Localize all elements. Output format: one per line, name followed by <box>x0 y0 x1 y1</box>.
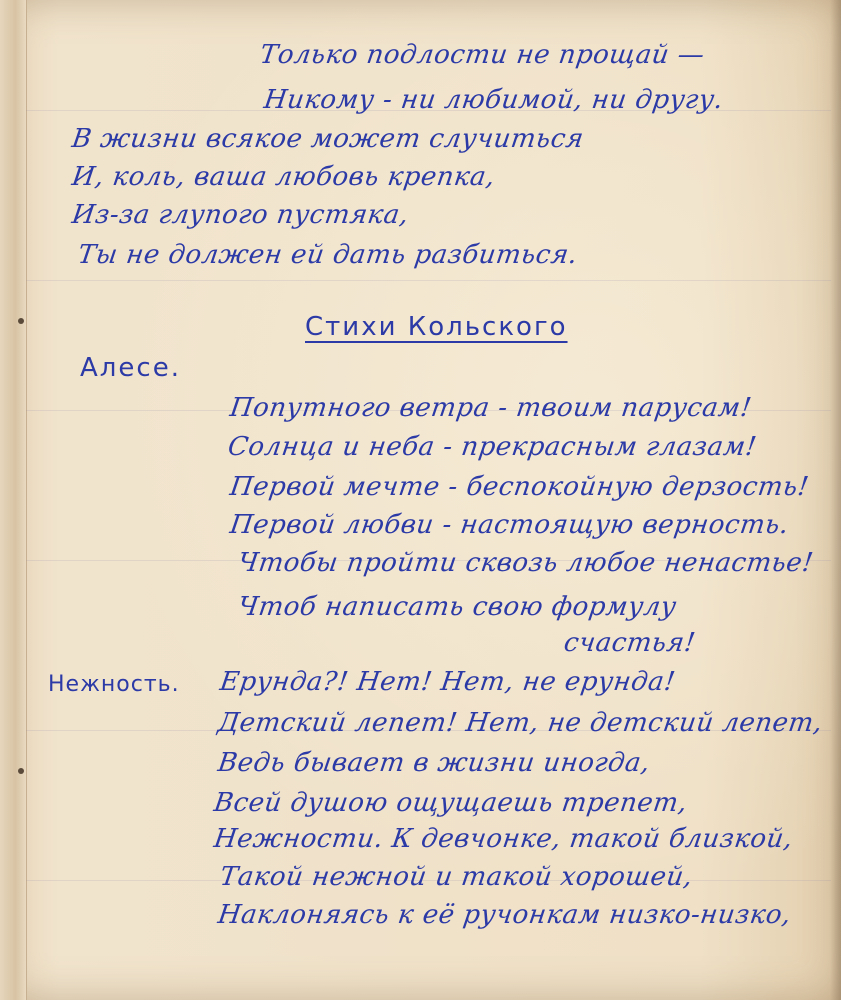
binding-hole <box>18 768 24 774</box>
poem3-line: Ведь бывает в жизни иногда, <box>216 748 653 778</box>
poem1-line: Ты не должен ей дать разбиться. <box>76 240 580 270</box>
poem3-line: Нежности. К девчонке, такой близкой, <box>212 824 795 854</box>
poem2-line: Чтобы пройти сквозь любое ненастье! <box>236 548 816 578</box>
poem3-line: Детский лепет! Нет, не детский лепет, <box>216 708 825 738</box>
poem2-line: Чтоб написать свою формулу <box>236 592 679 622</box>
poem2-line: Первой любви - настоящую верность. <box>228 510 791 540</box>
poem2-line: Первой мечте - беспокойную дерзость! <box>228 472 811 502</box>
section-title: Стихи Кольского <box>305 312 568 342</box>
poem3-line: Такой нежной и такой хорошей, <box>218 862 695 892</box>
poem3-line: Всей душою ощущаешь трепет, <box>212 788 690 818</box>
poem1-line: И, коль, ваша любовь крепка, <box>70 162 497 192</box>
poem1-line: Из-за глупого пустяка, <box>70 200 411 230</box>
poem3-line: Ерунда?! Нет! Нет, не ерунда! <box>218 667 678 697</box>
binding-hole <box>18 318 24 324</box>
poem1-line: Никому - ни любимой, ни другу. <box>262 85 726 115</box>
poem2-line: Солнца и неба - прекрасным глазам! <box>226 432 759 462</box>
poem2-dedication: Алесе. <box>80 353 181 383</box>
poem2-line: счастья! <box>562 628 698 658</box>
poem3-title: Нежность. <box>48 672 180 697</box>
ruled-line <box>26 280 831 281</box>
poem1-line: Только подлости не прощай — <box>258 40 707 70</box>
poem1-line: В жизни всякое может случиться <box>70 124 586 154</box>
poem2-line: Попутного ветра - твоим парусам! <box>228 393 754 423</box>
poem3-line: Наклоняясь к её ручонкам низко-низко, <box>216 900 794 930</box>
page-binding <box>0 0 27 1000</box>
